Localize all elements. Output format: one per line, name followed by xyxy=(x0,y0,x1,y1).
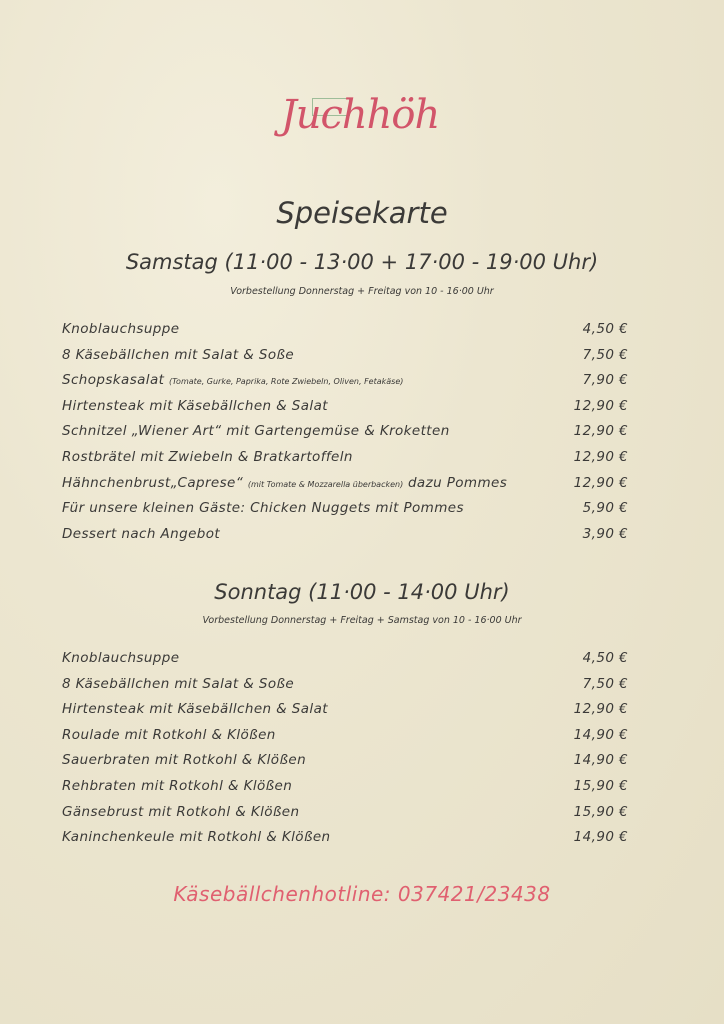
menu-item xyxy=(62,676,628,702)
item-title: Dessert nach Angebot xyxy=(62,525,221,542)
page-title: Speisekarte xyxy=(276,196,448,230)
item-title: Kaninchenkeule mit Rotkohl & Klößen xyxy=(62,829,331,846)
item-title: Gänsebrust mit Rotkohl & Klößen xyxy=(62,803,300,820)
menu-item xyxy=(62,752,628,778)
item-price: 12,90 € xyxy=(573,397,628,414)
item-detail: (mit Tomate & Mozzarella überbacken) xyxy=(247,479,404,489)
item-title: Roulade mit Rotkohl & Klößen xyxy=(62,726,276,743)
item-title: Hähnchenbrust„Caprese“ xyxy=(62,474,244,491)
item-title: Rehbraten mit Rotkohl & Klößen xyxy=(62,777,293,794)
saturday-note: Vorbestellung Donnerstag + Freitag von 10 - 16·00 Uhr xyxy=(230,286,494,297)
menu-item xyxy=(62,449,628,475)
item-price: 12,90 € xyxy=(573,423,628,440)
item-name xyxy=(62,398,328,414)
menu-item xyxy=(62,701,628,727)
item-price: 3,90 € xyxy=(582,525,628,542)
item-name xyxy=(62,650,179,666)
menu-item xyxy=(62,526,628,552)
item-name xyxy=(62,778,292,794)
item-price: 15,90 € xyxy=(573,803,628,820)
item-detail: (Tomate, Gurke, Paprika, Rote Zwiebeln, Oliven, Fetakäse) xyxy=(169,377,404,387)
item-title: 8 Käsebällchen mit Salat & Soße xyxy=(62,675,295,692)
item-name xyxy=(62,500,464,516)
item-price: 12,90 € xyxy=(573,448,628,465)
item-name xyxy=(62,475,507,491)
menu-item xyxy=(62,778,628,804)
item-title: Rostbrätel mit Zwiebeln & Bratkartoffeln xyxy=(62,448,353,465)
item-price: 7,50 € xyxy=(582,675,628,692)
hotline: Käsebällchenhotline: 037421/23438 xyxy=(173,882,551,906)
item-title: Für unsere kleinen Gäste: Chicken Nuggets mit Pommes xyxy=(62,500,464,517)
item-price: 12,90 € xyxy=(573,701,628,718)
item-name xyxy=(62,347,294,363)
menu-item xyxy=(62,804,628,830)
menu-item xyxy=(62,475,628,501)
item-name xyxy=(62,449,353,465)
item-price: 4,50 € xyxy=(582,321,628,337)
item-price: 5,90 € xyxy=(582,500,628,517)
sunday-menu xyxy=(62,650,628,855)
menu-item xyxy=(62,727,628,753)
item-title: Hirtensteak mit Käsebällchen & Salat xyxy=(62,397,328,414)
item-name xyxy=(62,701,328,717)
item-name xyxy=(62,321,179,337)
item-title: 8 Käsebällchen mit Salat & Soße xyxy=(62,346,295,363)
saturday-heading: Samstag (11·00 - 13·00 + 17·00 - 19·00 Uhr) xyxy=(125,250,599,274)
item-name xyxy=(62,752,306,768)
item-price: 14,90 € xyxy=(573,726,628,743)
menu-item xyxy=(62,829,628,855)
item-price: 15,90 € xyxy=(573,777,628,794)
item-title: Sauerbraten mit Rotkohl & Klößen xyxy=(62,752,307,769)
item-price: 14,90 € xyxy=(573,752,628,769)
item-title: Hirtensteak mit Käsebällchen & Salat xyxy=(62,701,328,718)
menu-item xyxy=(62,321,628,347)
item-name xyxy=(62,727,276,743)
menu-item xyxy=(62,423,628,449)
item-name xyxy=(62,829,331,845)
item-title: Knoblauchsuppe xyxy=(62,321,180,337)
item-title: Schnitzel „Wiener Art“ mit Gartengemüse & Kroketten xyxy=(62,423,450,440)
item-price: 7,90 € xyxy=(582,372,628,389)
item-title: Knoblauchsuppe xyxy=(62,650,180,666)
logo xyxy=(270,92,450,158)
saturday-menu xyxy=(62,321,628,551)
item-suffix: dazu Pommes xyxy=(407,474,508,491)
menu-item xyxy=(62,650,628,676)
item-price: 4,50 € xyxy=(582,650,628,666)
menu-item xyxy=(62,398,628,424)
item-name xyxy=(62,372,403,388)
item-title: Schopskasalat xyxy=(62,372,165,389)
menu-item xyxy=(62,500,628,526)
menu-item xyxy=(62,372,628,398)
sunday-note: Vorbestellung Donnerstag + Freitag + Samstag von 10 - 16·00 Uhr xyxy=(202,615,522,626)
item-name xyxy=(62,423,450,439)
sunday-heading: Sonntag (11·00 - 14·00 Uhr) xyxy=(214,580,510,604)
menu-item xyxy=(62,347,628,373)
item-name xyxy=(62,676,294,692)
item-price: 12,90 € xyxy=(573,474,628,491)
item-name xyxy=(62,526,220,542)
logo-text: Juchhöh xyxy=(280,92,440,138)
item-name xyxy=(62,804,299,820)
item-price: 7,50 € xyxy=(582,346,628,363)
item-price: 14,90 € xyxy=(573,829,628,846)
